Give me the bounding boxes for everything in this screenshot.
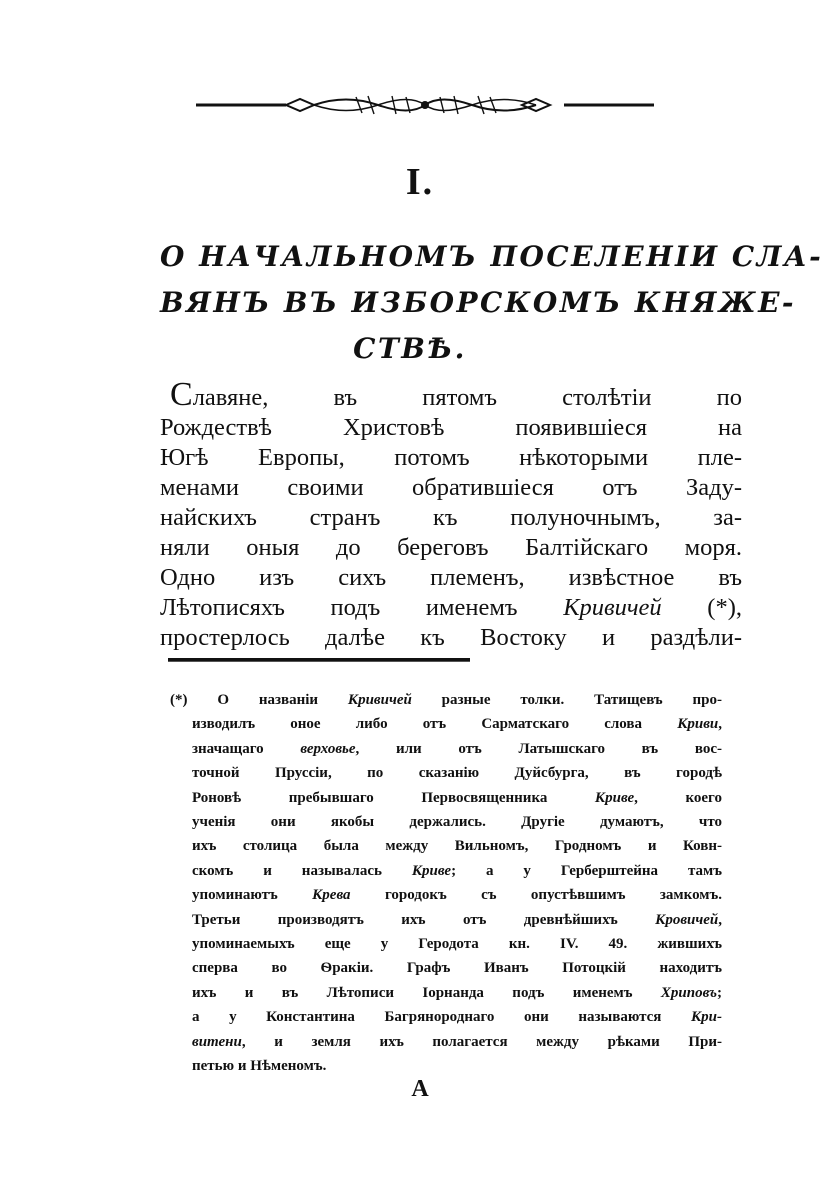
footnote-line xyxy=(170,1030,722,1054)
body-line: Одно изъ сихъ племенъ, извѣстное въ xyxy=(160,564,742,591)
body-paragraph xyxy=(160,376,743,653)
body-line: найскихъ странъ къ полуночнымъ, за- xyxy=(160,504,742,531)
footnote-line xyxy=(170,932,722,956)
footnote-divider xyxy=(168,658,470,662)
chapter-title xyxy=(160,234,824,372)
body-text-run: Лѣтописяхъ подъ именемъ xyxy=(160,594,564,621)
footnote-text-run: ихъ столица была между Вильномъ, Гродномъ и Ковн- xyxy=(192,838,722,855)
footnote-line xyxy=(170,956,722,980)
footnote-line xyxy=(170,981,722,1005)
footnote-line xyxy=(170,761,722,785)
printer-signature-mark: А xyxy=(411,1076,429,1102)
footnote-text-run: сперва во Ѳракіи. Графъ Иванъ Потоцкій находитъ xyxy=(192,960,722,977)
decorative-header-ornament xyxy=(196,92,654,118)
footnote-text-run: ихъ и въ Лѣтописи Іорнанда подъ именемъ xyxy=(192,984,661,1001)
footnote-italic-term: Криве xyxy=(411,862,452,879)
footnote-italic-term: Кровичей xyxy=(655,911,719,928)
footnote-line xyxy=(170,1005,722,1029)
footnote-text-run: , и земля ихъ полагается между рѣками При- xyxy=(241,1033,722,1050)
footnote-text-run: Роновѣ пребывшаго Первосвященника xyxy=(192,789,595,806)
footnote-line xyxy=(170,786,722,810)
footnote-text-run: точной Пруссіи, по сказанію Дуйсбурга, въ городѣ xyxy=(192,765,722,782)
footnote-text-run: упоминаемыхъ еще у Геродота кн. IV. 49. жившихъ xyxy=(192,936,722,953)
footnote-line xyxy=(170,737,722,761)
chapter-title-line: ВЯНЪ ВЪ ИЗБОРСКОМЪ КНЯЖЕ- xyxy=(160,286,797,319)
footnote-text-run: ; а у Герберштейна тамъ xyxy=(451,862,722,879)
body-line: Югѣ Европы, потомъ нѣкоторыми пле- xyxy=(160,444,742,471)
footnote-text-run: разные толки. Татищевъ про- xyxy=(411,692,722,708)
footnote-line xyxy=(170,810,722,834)
body-line: няли оныя до береговъ Балтійскаго моря. xyxy=(160,534,742,561)
footnote-italic-term: Криве xyxy=(594,789,635,806)
footnote-text-run: а у Константина Багрянороднаго они называются xyxy=(192,1009,691,1026)
footnote-italic-term: верховье xyxy=(300,740,356,757)
body-line: Рождествѣ Христовѣ появившіеся на xyxy=(160,414,742,441)
footnote-line xyxy=(170,1054,722,1078)
footnote-italic-term: Кривичей xyxy=(347,692,412,708)
footnote-italic-term: Криви xyxy=(677,716,719,733)
footnote-text-run: (*) О названіи xyxy=(170,692,348,708)
footnote-text-run: упоминаютъ xyxy=(192,887,313,904)
footnote-text-run: , xyxy=(718,716,722,733)
footnote-line xyxy=(170,688,722,712)
footnote-text-run: городокъ съ опустѣвшимъ замкомъ. xyxy=(350,887,722,904)
footnote-text-run: петью и Нѣменомъ. xyxy=(192,1058,327,1075)
krivichi-italic: Кривичей xyxy=(563,594,662,621)
footnote-text-run: , или отъ Латышскаго въ вос- xyxy=(355,740,722,757)
body-line xyxy=(160,593,742,623)
footnote-italic-term: Крева xyxy=(312,887,351,904)
footnote-text-run: ученія они якобы держались. Другіе думаютъ, что xyxy=(192,814,722,831)
footnote-text-run: Третьи производятъ ихъ отъ древнѣйшихъ xyxy=(192,911,656,928)
footnote-line xyxy=(170,883,722,907)
footnote-text-run: , коего xyxy=(634,789,722,806)
footnote-text-run: скомъ и называлась xyxy=(192,862,412,879)
footnote-text-run: , xyxy=(718,911,722,928)
footnote-line xyxy=(170,712,722,736)
footnote xyxy=(170,688,722,1079)
footnote-italic-term: Хриповъ xyxy=(660,984,717,1001)
footnote-text-run: изводилъ оное либо отъ Сарматскаго слова xyxy=(192,716,678,733)
footnote-text-run: ; xyxy=(717,984,722,1001)
footnote-reference: (*), xyxy=(661,594,743,621)
body-line: простерлось далѣе къ Востоку и раздѣли- xyxy=(160,624,742,651)
body-line: Славяне, въ пятомъ столѣтіи по xyxy=(170,376,742,413)
footnote-italic-term: Кри- xyxy=(690,1009,722,1026)
body-line: менами своими обратившіеся отъ Заду- xyxy=(160,474,742,501)
footnote-italic-term: витени xyxy=(192,1033,242,1050)
footnote-line xyxy=(170,859,722,883)
footnote-text-run: значащаго xyxy=(192,740,301,757)
chapter-title-line: О НАЧАЛЬНОМЪ ПОСЕЛЕНІИ СЛА- xyxy=(160,240,824,273)
footnote-line xyxy=(170,908,722,932)
chapter-title-line: СТВѢ. xyxy=(353,332,467,365)
footnote-line xyxy=(170,834,722,858)
chapter-numeral: I. xyxy=(405,161,435,203)
